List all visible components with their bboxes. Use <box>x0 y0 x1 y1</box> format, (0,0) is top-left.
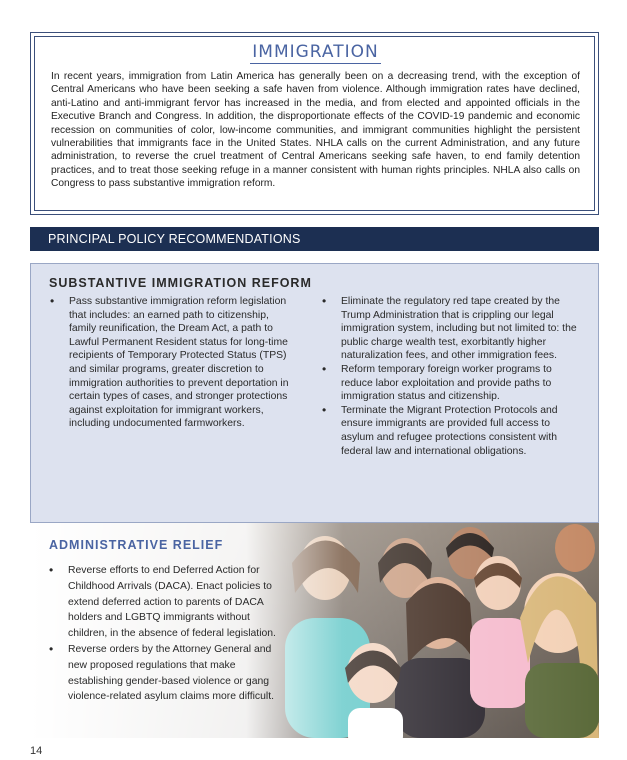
administrative-relief-section <box>30 523 599 738</box>
reform-left-list <box>50 295 296 431</box>
policy-recommendations-header: PRINCIPAL POLICY RECOMMENDATIONS <box>30 227 599 251</box>
immigration-reform-panel <box>30 263 599 523</box>
intro-inner-frame <box>34 36 595 211</box>
list-item: • Terminate the Migrant Protection Protocols and ensure immigrants are provided full access to asylum and refugee protections consistent with federal law and international obligations. <box>322 404 584 458</box>
reform-right-list <box>322 295 584 458</box>
section-title: IMMIGRATION <box>252 42 379 62</box>
list-item: • Reverse efforts to end Deferred Action for Childhood Arrivals (DACA). Enact policies to extend deferred action to parents of DACA holders and LGBTQ immigrants without children, in the absence of federal legislation. <box>49 563 289 642</box>
admin-list <box>49 563 289 705</box>
list-item: • Reform temporary foreign worker programs to reduce labor exploitation and provide paths to immigration status and citizenship. <box>322 363 584 404</box>
reform-heading: SUBSTANTIVE IMMIGRATION REFORM <box>49 276 312 290</box>
list-item: • Eliminate the regulatory red tape created by the Trump Administration that is crippling our legal immigration system, including but not limited to: the public charge wealth test, exorbitantly higher naturalization fees, and other immigration fees. <box>322 295 584 363</box>
admin-heading: ADMINISTRATIVE RELIEF <box>49 538 224 552</box>
immigration-intro-box <box>30 32 599 215</box>
list-item: • Reverse orders by the Attorney General and new proposed regulations that make establishing gender-based violence or gang violence-related asylum claims more difficult. <box>49 642 289 705</box>
list-item: • Pass substantive immigration reform legislation that includes: an earned path to citizenship, family reunification, the Dream Act, a path to Lawful Permanent Resident status for long-time recipients of Temporary Protected Status (TPS) and similar programs, greater discretion to immigration authorities to prevent deportation in certain types of cases, and stronger protections against exploitation for immigrant workers, including undocumented farmworkers. <box>50 295 296 431</box>
intro-paragraph: In recent years, immigration from Latin America has generally been on a decreasing trend, with the exception of Central Americans who have been seeking a safe haven from violence. Although immigration rates have declined, anti-Latino and anti-immigrant fervor has increased in the media, and from elected and appointed officials in the Executive Branch and Congress. In addition, the disproportionate effects of the COVID-19 pandemic and economic recession on communities of color, low-income communities, and immigrant communities highlight the persistent vulnerabilities that immigrants face in the United States. NHLA calls on the current Administration, and any future administration, to reverse the cruel treatment of Central Americans seeking safe haven, to end family detention practices, and to treat those seeking refuge in a manner consistent with human rights principles. NHLA also calls on Congress to pass substantive immigration reform. <box>51 71 580 190</box>
page-number: 14 <box>30 745 43 757</box>
